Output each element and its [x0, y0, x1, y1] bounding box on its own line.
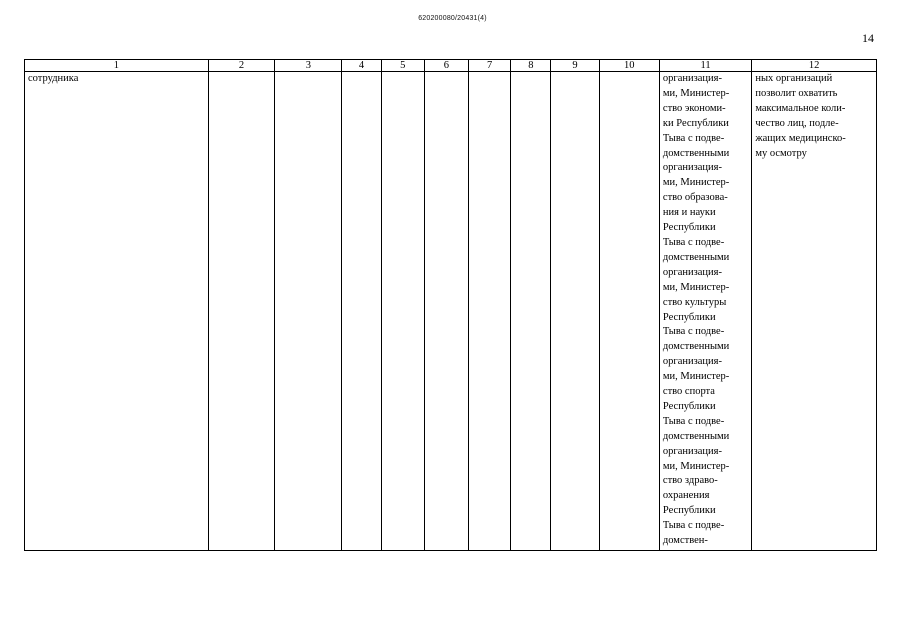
column-header-4: 4 — [342, 60, 381, 72]
table-row — [25, 72, 877, 551]
column-header-2: 2 — [208, 60, 274, 72]
column-header-5: 5 — [381, 60, 424, 72]
cell-col-11: организация- ми, Министер- ство экономи- ки Республики Тыва с подве- домственными организация- ми, Министер- ство образова- ния и науки Республики Тыва с подве- домственными организация- ми, Министер- ство культуры Республики Тыва с подве- домственными организация- ми, Министер- ство спорта Республики Тыва с подве- домственными организация- ми, Министер- ство здраво- охранения Республики Тыва с подве- домствен- — [659, 72, 751, 551]
cell-col-8 — [511, 72, 551, 551]
document-table — [24, 59, 877, 551]
column-header-8: 8 — [511, 60, 551, 72]
cell-col-4 — [342, 72, 381, 551]
page-number: 14 — [862, 31, 874, 45]
cell-col-6 — [424, 72, 468, 551]
cell-col-9 — [551, 72, 599, 551]
cell-col-10 — [599, 72, 659, 551]
cell-col-12: ных организаций позволит охватить максимальное коли- чество лиц, подле- жащих медицинско- му осмотру — [752, 72, 877, 551]
column-header-9: 9 — [551, 60, 599, 72]
cell-col-5 — [381, 72, 424, 551]
column-header-10: 10 — [599, 60, 659, 72]
cell-col-7 — [469, 72, 511, 551]
column-header-1: 1 — [25, 60, 209, 72]
cell-col-1: сотрудника — [25, 72, 209, 551]
column-header-3: 3 — [275, 60, 342, 72]
cell-col-2 — [208, 72, 274, 551]
column-header-11: 11 — [659, 60, 751, 72]
table-header-row — [25, 60, 877, 72]
column-header-7: 7 — [469, 60, 511, 72]
column-header-6: 6 — [424, 60, 468, 72]
document-code: 620200080/20431(4) — [418, 15, 487, 22]
column-header-12: 12 — [752, 60, 877, 72]
cell-col-3 — [275, 72, 342, 551]
